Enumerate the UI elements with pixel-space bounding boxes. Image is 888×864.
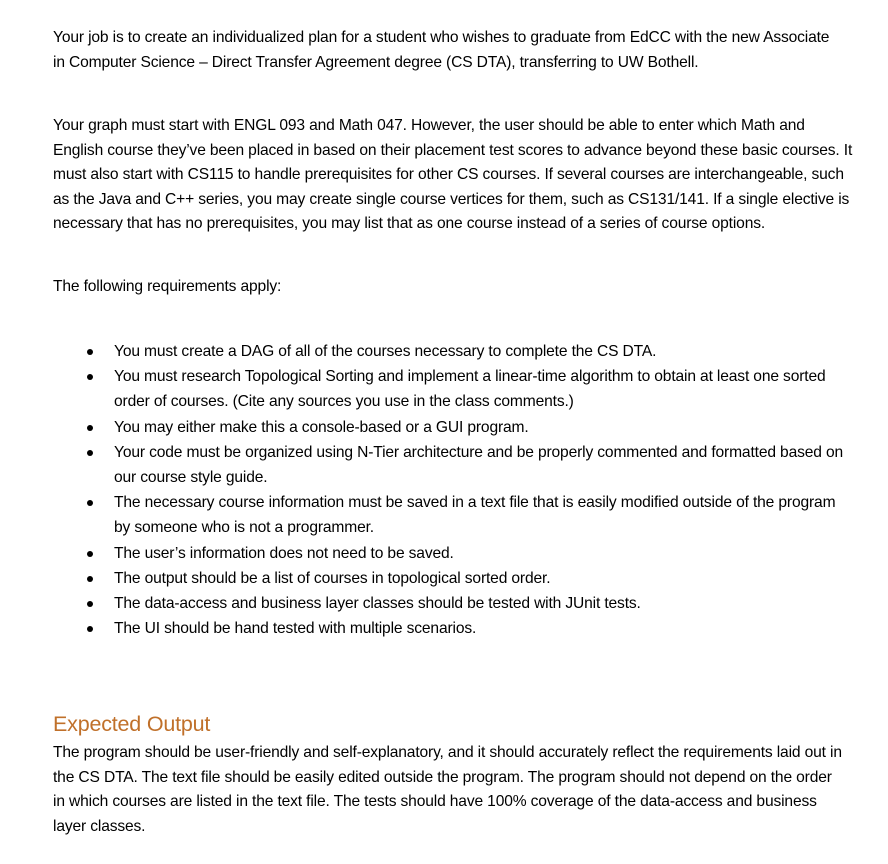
requirement-item	[53, 364, 853, 414]
requirement-text: Your code must be organized using N-Tier architecture and be properly commented and formatted based on our course style guide.	[114, 443, 844, 487]
requirement-item	[53, 415, 853, 440]
requirements-list	[53, 339, 853, 641]
requirement-text: The UI should be hand tested with multiple scenarios.	[114, 620, 477, 638]
requirement-item	[53, 440, 853, 490]
requirement-text: The user’s information does not need to be saved.	[114, 544, 454, 562]
bullet-dot-icon	[87, 626, 93, 632]
bullet-dot-icon	[87, 349, 93, 355]
requirement-text: You may either make this a console-based or a GUI program.	[114, 418, 529, 436]
bullet-dot-icon	[87, 601, 93, 607]
requirement-text: You must research Topological Sorting and implement a linear-time algorithm to obtain at least one sorted order of courses. (Cite any sources you use in the class comments.)	[114, 368, 826, 411]
bullet-dot-icon	[87, 450, 93, 456]
requirement-text: The output should be a list of courses in topological sorted order.	[114, 569, 551, 587]
requirement-text: The necessary course information must be saved in a text file that is easily modified outside of the program by someone who is not a programmer.	[114, 494, 836, 537]
bullet-dot-icon	[87, 576, 93, 582]
requirement-text: You must create a DAG of all of the courses necessary to complete the CS DTA.	[114, 343, 657, 360]
bullet-dot-icon	[87, 425, 93, 431]
bullet-dot-icon	[87, 500, 93, 506]
requirements-intro: The following requirements apply:	[53, 278, 282, 295]
bullet-dot-icon	[87, 374, 93, 380]
requirement-text: The data-access and business layer classes should be tested with JUnit tests.	[114, 595, 641, 613]
requirement-item	[53, 490, 853, 540]
bullet-dot-icon	[87, 551, 93, 557]
graph-requirements-paragraph: Your graph must start with ENGL 093 and Math 047. However, the user should be able to enter which Math and English course they’ve been placed in based on their placement test scores to advance beyond these basic courses. It must also start with CS115 to handle prerequisites for other CS courses. If several courses are interchangeable, such as the Java and C++ series, you may create single course vertices for them, such as CS131/141. If a single elective is necessary that has no prerequisites, you may list that as one course instead of a series of course options.	[53, 117, 853, 233]
expected-output-heading: Expected Output	[53, 712, 211, 736]
requirement-item	[53, 591, 853, 616]
requirement-item	[53, 541, 853, 566]
requirement-item	[53, 566, 853, 591]
expected-output-paragraph: The program should be user-friendly and self-explanatory, and it should accurately reflect the requirements laid out in the CS DTA. The text file should be easily edited outside the program. The program should not depend on the order in which courses are listed in the text file. The tests should have 100% coverage of the data-access and business layer classes.	[53, 744, 842, 835]
requirement-item	[53, 616, 853, 641]
intro-paragraph: Your job is to create an individualized plan for a student who wishes to graduate from EdCC with the new Associate in Computer Science – Direct Transfer Agreement degree (CS DTA), transferring to UW Bothell.	[53, 29, 830, 71]
requirement-item	[53, 339, 853, 364]
